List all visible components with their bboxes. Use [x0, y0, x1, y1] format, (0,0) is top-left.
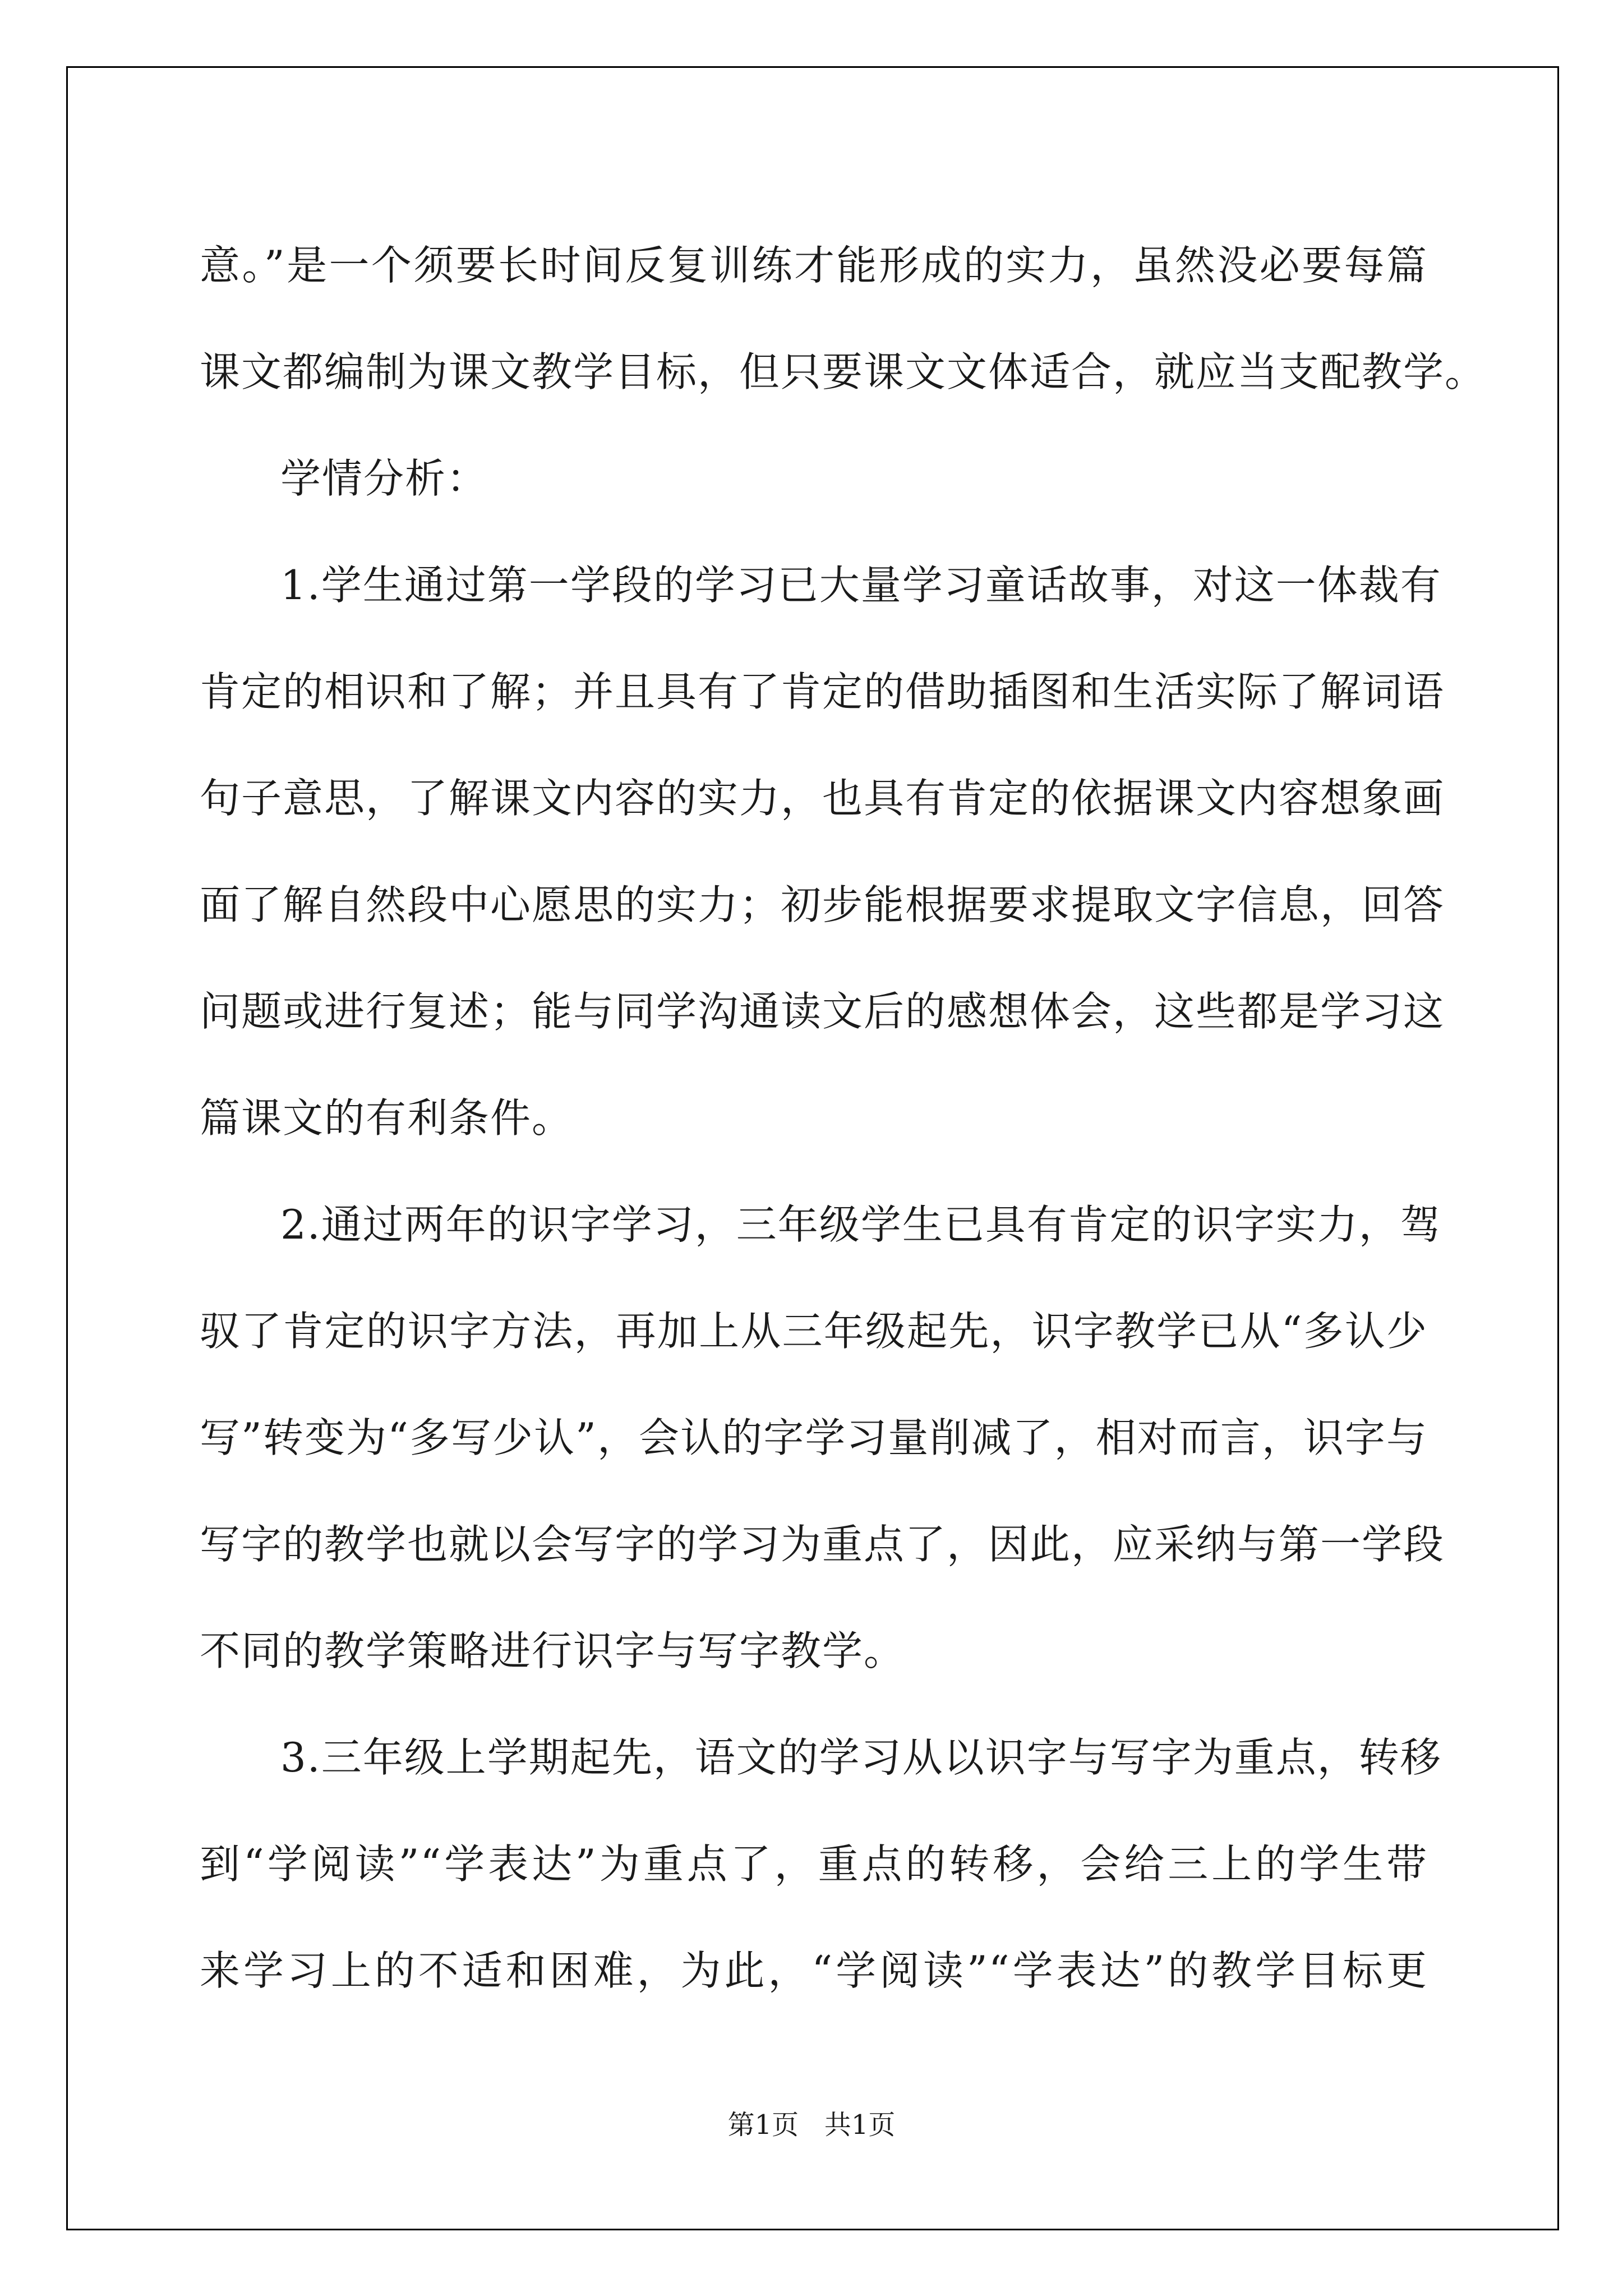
text-line: 写字的教学也就以会写字的学习为重点了，因此，应采纳与第一学段	[200, 1521, 1445, 1568]
text-line: 3.三年级上学期起先，语文的学习从以识字与写字为重点，转移	[280, 1734, 1442, 1781]
text-line: 不同的教学策略进行识字与写字教学。	[200, 1627, 906, 1674]
text-line: 课文都编制为课文教学目标，但只要课文文体适合，就应当支配教学。	[200, 348, 1487, 395]
text-line: 驭了肯定的识字方法，再加上从三年级起先，识字教学已从“多认少	[200, 1308, 1428, 1355]
text-line: 2.通过两年的识字学习，三年级学生已具有肯定的识字实力，驾	[280, 1201, 1442, 1248]
text-line: 意。”是一个须要长时间反复训练才能形成的实力，虽然没必要每篇	[200, 242, 1428, 289]
text-line: 问题或进行复述；能与同学沟通读文后的感想体会，这些都是学习这	[200, 988, 1445, 1035]
text-line: 写”转变为“多写少认”，会认的字学习量削减了，相对而言，识字与	[200, 1414, 1428, 1461]
text-line: 肯定的相识和了解；并且具有了肯定的借助插图和生活实际了解词语	[200, 668, 1445, 715]
text-line: 面了解自然段中心愿思的实力；初步能根据要求提取文字信息，回答	[200, 881, 1445, 928]
text-line: 学情分析：	[280, 455, 488, 502]
text-line: 1.学生通过第一学段的学习已大量学习童话故事，对这一体裁有	[280, 562, 1442, 609]
text-line: 句子意思，了解课文内容的实力，也具有肯定的依据课文内容想象画	[200, 775, 1445, 822]
page-number: 第1页 共1页	[727, 2109, 896, 2141]
document-body	[200, 212, 1487, 2024]
text-line: 篇课文的有利条件。	[200, 1094, 574, 1142]
text-line: 到“学阅读”“学表达”为重点了，重点的转移，会给三上的学生带	[200, 1841, 1428, 1888]
text-line: 来学习上的不适和困难，为此，“学阅读”“学表达”的教学目标更	[200, 1947, 1428, 1994]
